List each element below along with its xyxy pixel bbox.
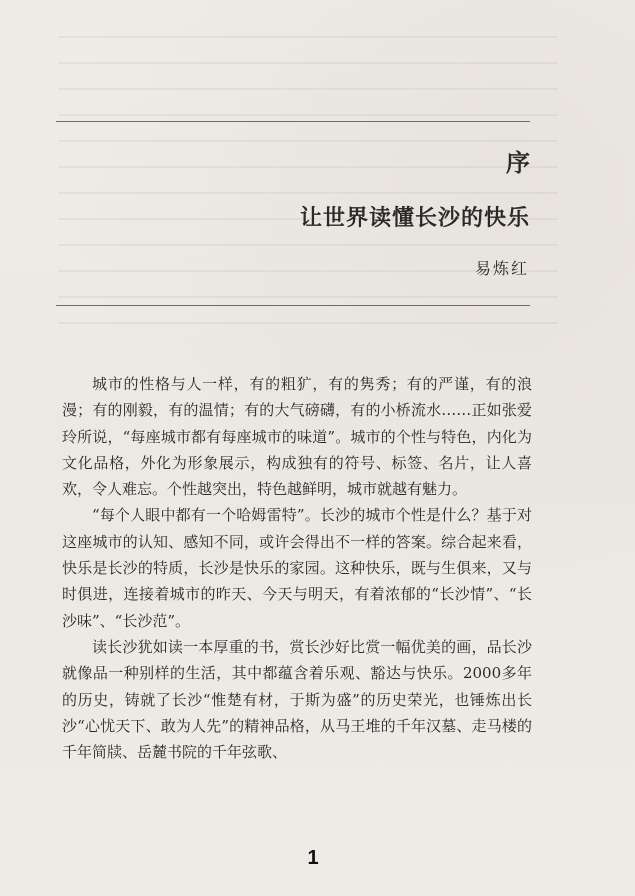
show-through-text <box>58 36 558 336</box>
paragraph: “每个人眼中都有一个哈姆雷特”。长沙的城市个性是什么？基于对这座城市的认知、感知不同，或许会得出不一样的答案。综合起来看，快乐是长沙的特质，长沙是快乐的家园。这种快乐，既与生俱来，又与时俱进，连接着城市的昨天、今天与明天，有着浓郁的“长沙情”、“长沙味”、“长沙范”。 <box>62 506 532 630</box>
bottom-rule <box>56 305 530 306</box>
paragraph: 城市的性格与人一样，有的粗犷，有的隽秀；有的严谨，有的浪漫；有的刚毅，有的温情；有的大气磅礴，有的小桥流水……正如张爱玲所说，“每座城市都有每座城市的味道”。城市的个性与特色，内化为文化品格，外化为形象展示，构成独有的符号、标签、名片，让人喜欢，令人难忘。个性越突出，特色越鲜明，城市就越有魅力。 <box>62 375 532 499</box>
page-number: 1 <box>307 847 319 869</box>
author-name: 易炼红 <box>474 259 529 278</box>
chapter-title: 让世界读懂长沙的快乐 <box>299 205 530 231</box>
paragraph: 读长沙犹如读一本厚重的书，赏长沙好比赏一幅优美的画，品长沙就像品一种别样的生活，其中都蕴含着乐观、豁达与快乐。2000多年的历史，铸就了长沙“惟楚有材，于斯为盛”的历史荣光，也锤炼出长沙“心忧天下、敢为人先”的精神品格，从马王堆的千年汉墓、走马楼的千年简牍、岳麓书院的千年弦歌、 <box>62 637 532 762</box>
body-text <box>62 371 532 765</box>
top-rule <box>56 121 530 122</box>
preface-heading: 序 <box>506 148 530 177</box>
